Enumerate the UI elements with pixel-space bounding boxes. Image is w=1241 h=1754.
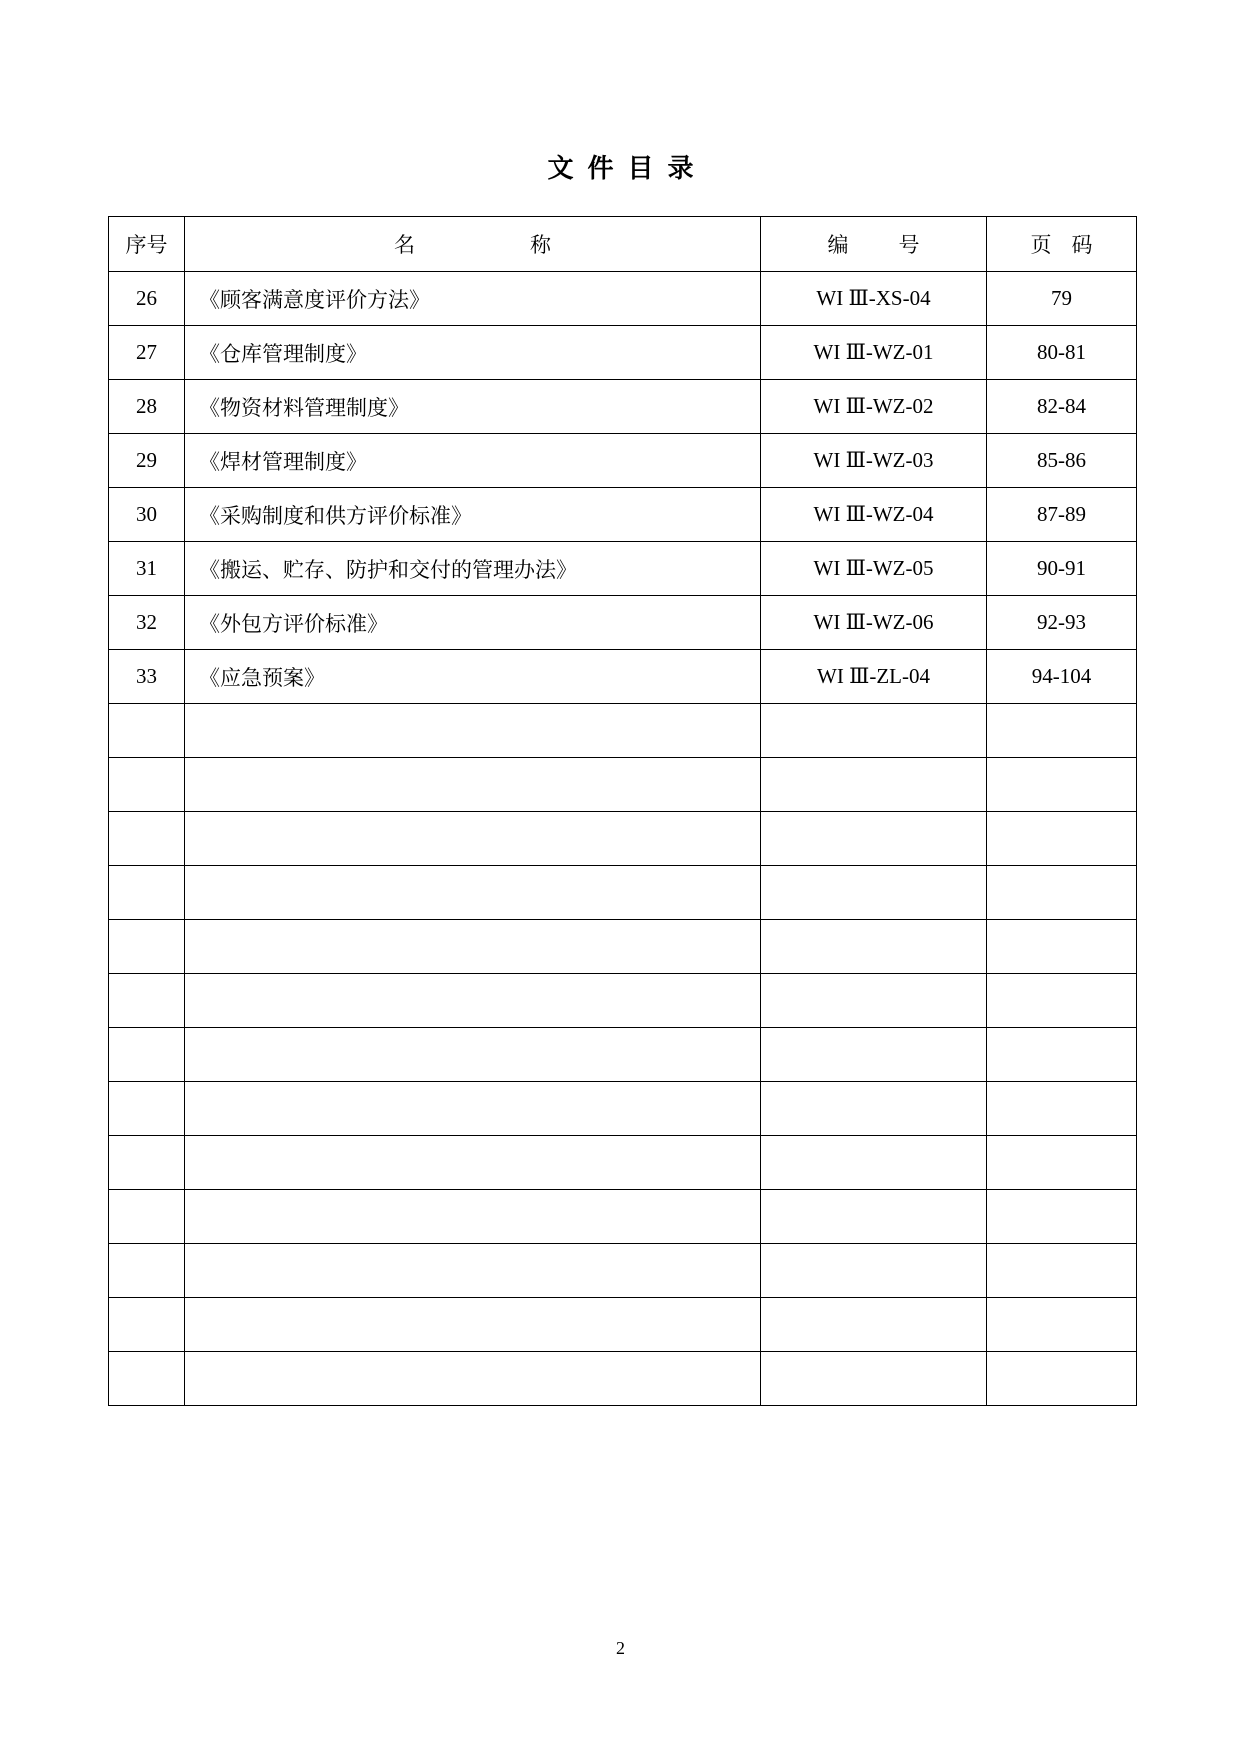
row-number-cell [109,1352,185,1406]
row-code-cell: WI Ⅲ-XS-04 [761,272,987,326]
row-code-cell: WI Ⅲ-WZ-04 [761,488,987,542]
row-number-cell: 30 [109,488,185,542]
table-row [109,272,1137,326]
row-page-cell: 80-81 [987,326,1137,380]
row-number-cell: 26 [109,272,185,326]
header-page-label: 页码 [1030,233,1113,257]
row-page-cell: 94-104 [987,650,1137,704]
row-number-cell: 28 [109,380,185,434]
table-row [109,812,1137,866]
file-index-table [108,216,1137,1406]
row-page-cell [987,812,1137,866]
table-row [109,866,1137,920]
table-row [109,920,1137,974]
header-num: 序号 [109,217,185,272]
row-page-cell [987,704,1137,758]
row-code-cell [761,1190,987,1244]
header-name [185,217,761,272]
row-code-cell: WI Ⅲ-ZL-04 [761,650,987,704]
row-page-cell [987,1352,1137,1406]
row-name-cell: 《物资材料管理制度》 [185,380,761,434]
row-name-cell: 《焊材管理制度》 [185,434,761,488]
row-number-cell: 32 [109,596,185,650]
row-code-cell [761,974,987,1028]
row-code-cell: WI Ⅲ-WZ-02 [761,380,987,434]
table-row [109,1352,1137,1406]
row-name-cell [185,1028,761,1082]
row-name-cell [185,1082,761,1136]
header-name-label: 名称 [394,233,666,257]
table-row [109,1082,1137,1136]
row-name-cell [185,1298,761,1352]
row-name-cell [185,866,761,920]
row-page-cell [987,1082,1137,1136]
page-number: 2 [616,1638,625,1658]
row-page-cell [987,974,1137,1028]
row-number-cell [109,812,185,866]
row-page-cell [987,866,1137,920]
row-number-cell [109,1298,185,1352]
row-code-cell: WI Ⅲ-WZ-03 [761,434,987,488]
row-number-cell: 29 [109,434,185,488]
row-name-cell: 《采购制度和供方评价标准》 [185,488,761,542]
row-name-cell [185,704,761,758]
document-title: 文件目录 [547,154,708,184]
row-number-cell: 27 [109,326,185,380]
row-code-cell [761,1136,987,1190]
row-number-cell [109,920,185,974]
row-page-cell [987,920,1137,974]
row-name-cell [185,1190,761,1244]
table-row [109,704,1137,758]
row-name-cell [185,1136,761,1190]
row-number-cell [109,758,185,812]
table-row [109,650,1137,704]
row-code-cell: WI Ⅲ-WZ-05 [761,542,987,596]
row-page-cell: 92-93 [987,596,1137,650]
row-page-cell [987,1136,1137,1190]
table-body [109,272,1137,1406]
row-code-cell [761,1298,987,1352]
row-page-cell [987,1244,1137,1298]
row-code-cell [761,1082,987,1136]
row-number-cell [109,1190,185,1244]
row-code-cell: WI Ⅲ-WZ-01 [761,326,987,380]
row-page-cell: 82-84 [987,380,1137,434]
table-row [109,1244,1137,1298]
row-name-cell: 《搬运、贮存、防护和交付的管理办法》 [185,542,761,596]
row-number-cell [109,866,185,920]
row-code-cell [761,758,987,812]
row-code-cell: WI Ⅲ-WZ-06 [761,596,987,650]
row-name-cell [185,1352,761,1406]
row-name-cell: 《顾客满意度评价方法》 [185,272,761,326]
row-code-cell [761,866,987,920]
row-page-cell: 87-89 [987,488,1137,542]
table-row [109,326,1137,380]
header-page [987,217,1137,272]
row-number-cell [109,1136,185,1190]
table-row [109,596,1137,650]
row-number-cell: 33 [109,650,185,704]
row-code-cell [761,812,987,866]
row-number-cell [109,1028,185,1082]
header-code [761,217,987,272]
table-row [109,488,1137,542]
table-row [109,974,1137,1028]
table-row [109,542,1137,596]
row-number-cell [109,704,185,758]
table-header-row [109,217,1137,272]
table-row [109,1136,1137,1190]
table-row [109,434,1137,488]
row-name-cell: 《应急预案》 [185,650,761,704]
row-name-cell [185,1244,761,1298]
row-number-cell: 31 [109,542,185,596]
table-row [109,1190,1137,1244]
row-name-cell: 《外包方评价标准》 [185,596,761,650]
row-code-cell [761,920,987,974]
row-name-cell [185,920,761,974]
row-page-cell [987,758,1137,812]
row-page-cell [987,1028,1137,1082]
table-row [109,1028,1137,1082]
table-row [109,1298,1137,1352]
row-name-cell [185,812,761,866]
row-name-cell: 《仓库管理制度》 [185,326,761,380]
row-code-cell [761,704,987,758]
row-number-cell [109,1244,185,1298]
header-code-label: 编号 [827,233,970,257]
row-page-cell: 90-91 [987,542,1137,596]
row-name-cell [185,758,761,812]
row-code-cell [761,1352,987,1406]
row-page-cell: 85-86 [987,434,1137,488]
table-row [109,380,1137,434]
row-number-cell [109,974,185,1028]
row-page-cell [987,1298,1137,1352]
row-code-cell [761,1028,987,1082]
row-name-cell [185,974,761,1028]
row-page-cell [987,1190,1137,1244]
table-row [109,758,1137,812]
row-page-cell: 79 [987,272,1137,326]
row-number-cell [109,1082,185,1136]
row-code-cell [761,1244,987,1298]
